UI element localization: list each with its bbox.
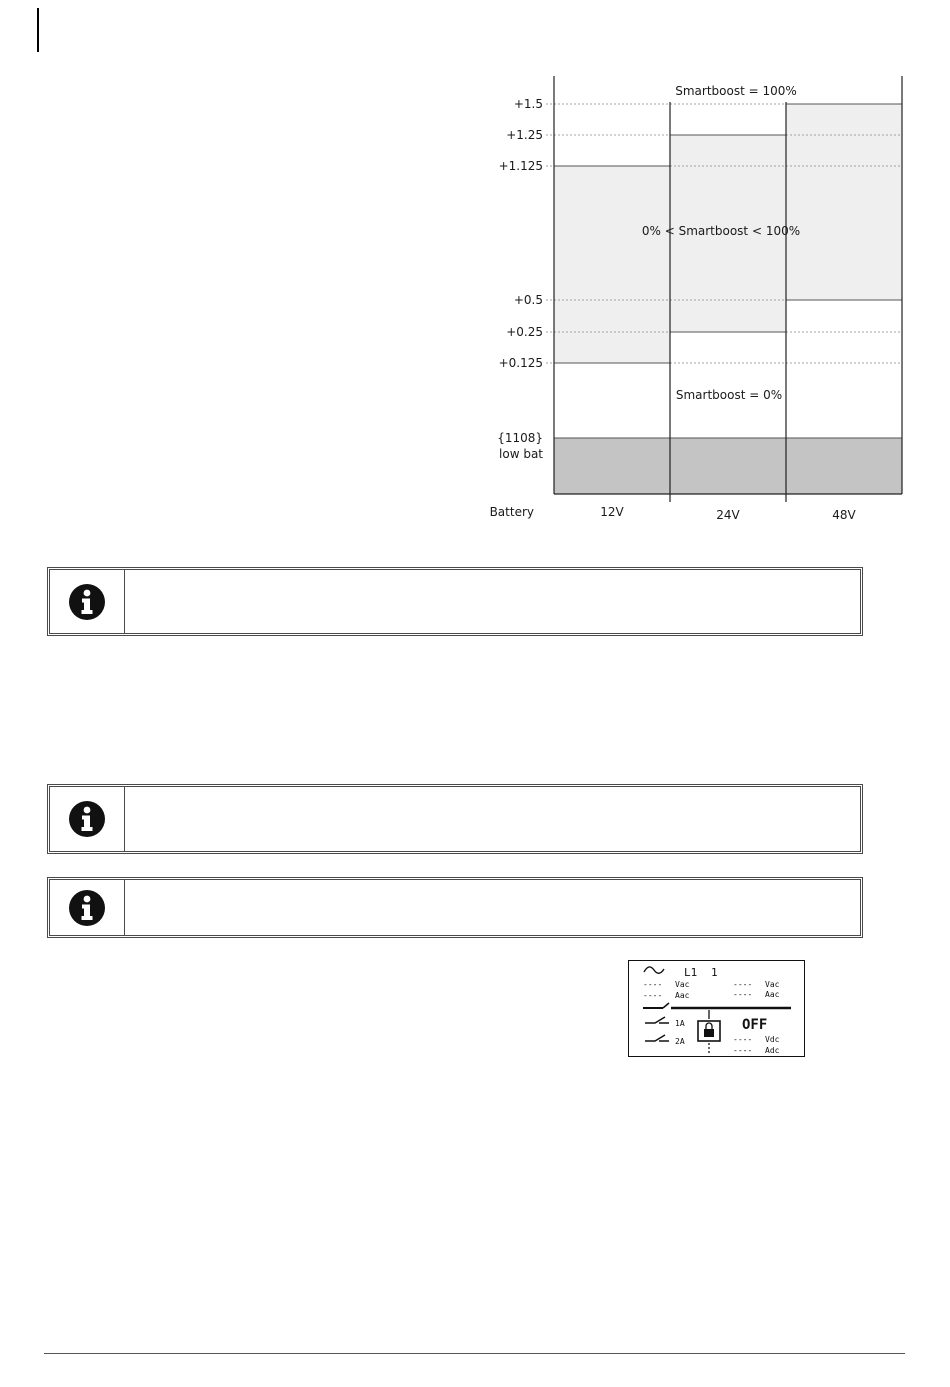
- ac-in-current-unit: Aac: [675, 991, 690, 1000]
- note-text: [125, 570, 860, 633]
- info-icon: [68, 889, 106, 927]
- category-label-12V: 12V: [600, 505, 624, 519]
- smartboost-chart: [486, 70, 906, 530]
- dc-voltage: ----: [733, 1035, 753, 1044]
- chart-bands: [554, 104, 902, 494]
- footer-rule: [44, 1353, 905, 1354]
- info-icon: [68, 583, 106, 621]
- info-note-3: [47, 877, 863, 938]
- x-axis-label: Battery: [489, 505, 534, 519]
- info-icon: [68, 800, 106, 838]
- y-tick-label: +0.25: [506, 325, 543, 339]
- y-tick-label: +0.125: [498, 356, 543, 370]
- aux-relay-icon: [645, 1017, 669, 1041]
- ac-out-voltage-unit: Vac: [765, 980, 780, 989]
- ac-out-current: ----: [733, 990, 753, 999]
- y-tick-label: +0.5: [513, 293, 543, 307]
- y-tick-label: +1.25: [506, 128, 543, 142]
- note-icon-cell: [50, 787, 125, 851]
- info-note-2: [47, 784, 863, 854]
- ac-in-voltage-unit: Vac: [675, 980, 690, 989]
- state-label: OFF: [742, 1017, 768, 1033]
- ac-in-current: ----: [643, 991, 663, 1000]
- lcd-screen: [629, 961, 803, 1055]
- note-text: [125, 880, 860, 935]
- note-icon-cell: [50, 880, 125, 935]
- dc-voltage-unit: Vdc: [765, 1035, 780, 1044]
- region-label-top: Smartboost = 100%: [675, 84, 797, 98]
- page-edge-mark: [37, 8, 39, 52]
- category-label-48V: 48V: [832, 508, 856, 522]
- low-bat-region: [554, 438, 902, 494]
- aux1-label: 1A: [675, 1019, 685, 1028]
- aux2-label: 2A: [675, 1037, 685, 1046]
- dc-current-unit: Adc: [765, 1046, 780, 1055]
- band-48V: [786, 104, 902, 300]
- note-icon-cell: [50, 570, 125, 633]
- sine-wave-icon: [644, 967, 664, 973]
- ac-out-current-unit: Aac: [765, 990, 780, 999]
- low-bat-label: low bat: [499, 447, 543, 461]
- note-text: [125, 787, 860, 851]
- dc-current: ----: [733, 1046, 753, 1055]
- phase-index: 1: [711, 966, 718, 979]
- category-label-24V: 24V: [716, 508, 740, 522]
- y-tick-label: +1.5: [513, 97, 543, 111]
- info-note-1: [47, 567, 863, 636]
- region-label-middle: 0% < Smartboost < 100%: [641, 224, 801, 238]
- ac-out-voltage: ----: [733, 980, 753, 989]
- region-label-bottom: Smartboost = 0%: [675, 388, 783, 402]
- low-bat-code-label: {1108}: [497, 431, 543, 445]
- y-tick-label: +1.125: [498, 159, 543, 173]
- transfer-switch-icon: [643, 1003, 791, 1008]
- phase-label: L1: [684, 966, 698, 979]
- lcd-display: [628, 960, 805, 1057]
- lock-icon: [698, 1010, 720, 1053]
- band-12V: [554, 166, 670, 363]
- ac-in-voltage: ----: [643, 980, 663, 989]
